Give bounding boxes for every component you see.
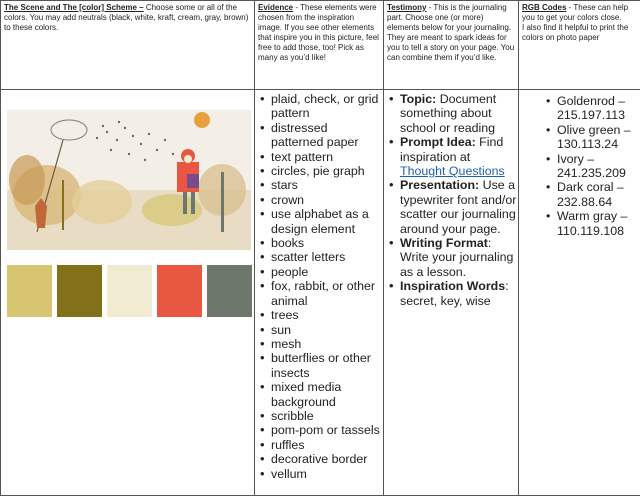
- scene-cell: [1, 90, 255, 496]
- evidence-header-cell: [255, 1, 384, 90]
- prompt-text: Find inspiration at: [400, 135, 504, 164]
- evidence-list: [255, 90, 383, 481]
- scene-text: Choose some or all of the colors. You may add neutrals (black, white, kraft, cream, gray, brown) to these colors.: [4, 3, 249, 32]
- evidence-item: • sun: [271, 323, 383, 337]
- testimony-header-cell: [384, 1, 519, 90]
- evidence-item: • crown: [271, 193, 383, 207]
- testimony-list: [384, 90, 518, 308]
- testimony-words: [400, 279, 518, 308]
- rgb-item: • Ivory – 241.235.209: [557, 152, 640, 181]
- content-row: [1, 90, 640, 496]
- testimony-topic: [400, 92, 518, 135]
- evidence-item: • decorative border: [271, 452, 383, 466]
- testimony-presentation: [400, 178, 518, 236]
- testimony-prompt: [400, 135, 518, 178]
- evidence-item: • distressed patterned paper: [271, 121, 383, 150]
- evidence-item: • use alphabet as a design element: [271, 207, 383, 236]
- header-row: [1, 1, 640, 90]
- swatch-dark-coral: [157, 265, 202, 317]
- scene-header-cell: [1, 1, 255, 90]
- evidence-text: - These elements were chosen from the inspiration image. If you see other elements that inspire you in this picture, feel free to add those, too! Pick as many as you’d like!: [258, 3, 379, 62]
- format-text: : Write your journaling as a lesson.: [400, 236, 514, 279]
- evidence-item: • butterflies or other insects: [271, 351, 383, 380]
- rgb-header-cell: [519, 1, 640, 90]
- presentation-text: Use a typewriter font and/or scatter our journaling around your page.: [400, 178, 517, 236]
- thought-questions-link[interactable]: Thought Questions: [400, 164, 505, 179]
- swatch-row: [1, 265, 254, 317]
- words-label: Inspiration Words: [400, 279, 506, 294]
- swatch-warm-gray: [207, 265, 252, 317]
- evidence-item: • trees: [271, 308, 383, 322]
- evidence-item: • pom-pom or tassels: [271, 423, 383, 437]
- topic-label: Topic:: [400, 92, 437, 106]
- evidence-cell: [255, 90, 384, 496]
- evidence-item: • people: [271, 265, 383, 279]
- inspiration-image: [7, 110, 251, 250]
- scene-title: The Scene and The [color] Scheme –: [4, 3, 144, 12]
- rgb-item: • Olive green – 130.113.24: [557, 123, 640, 152]
- swatch-goldenrod: [7, 265, 52, 317]
- testimony-format: [400, 236, 518, 279]
- evidence-item: • scatter letters: [271, 250, 383, 264]
- swatch-ivory: [107, 265, 152, 317]
- topic-text: Document something about school or reading: [400, 92, 497, 135]
- evidence-item: • plaid, check, or grid pattern: [271, 92, 383, 121]
- evidence-item: • text pattern: [271, 150, 383, 164]
- format-label: Writing Format: [400, 236, 488, 251]
- evidence-item: • scribble: [271, 409, 383, 423]
- testimony-text: - This is the journaling part. Choose one (or more) elements below for your journaling. They are meant to spark ideas for you to tell a story on your page. You can combine them if you’d like.: [387, 3, 515, 62]
- evidence-item: • vellum: [271, 467, 383, 481]
- rgb-cell: [519, 90, 640, 496]
- evidence-item: • stars: [271, 178, 383, 192]
- rgb-item: • Goldenrod – 215.197.113: [557, 94, 640, 123]
- prompt-label: Prompt Idea:: [400, 135, 476, 150]
- swatch-olive-green: [57, 265, 102, 317]
- testimony-cell: [384, 90, 519, 496]
- evidence-title: Evidence: [258, 3, 294, 12]
- rgb-list: [519, 90, 640, 238]
- words-text: : secret, key, wise: [400, 279, 509, 308]
- rgb-item: • Dark coral – 232.88.64: [557, 180, 640, 209]
- evidence-item: • mesh: [271, 337, 383, 351]
- rgb-item: • Warm gray – 110.119.108: [557, 209, 640, 238]
- testimony-title: Testimony: [387, 3, 427, 12]
- evidence-item: • ruffles: [271, 438, 383, 452]
- evidence-item: • books: [271, 236, 383, 250]
- rgb-text: - These can help you to get your colors close.: [522, 3, 629, 22]
- rgb-title: RGB Codes: [522, 3, 567, 12]
- evidence-item: • mixed media background: [271, 380, 383, 409]
- evidence-item: • circles, pie graph: [271, 164, 383, 178]
- rgb-text-2: I also find it helpful to print the colors on photo paper: [522, 23, 629, 42]
- presentation-label: Presentation:: [400, 178, 480, 193]
- evidence-item: • fox, rabbit, or other animal: [271, 279, 383, 308]
